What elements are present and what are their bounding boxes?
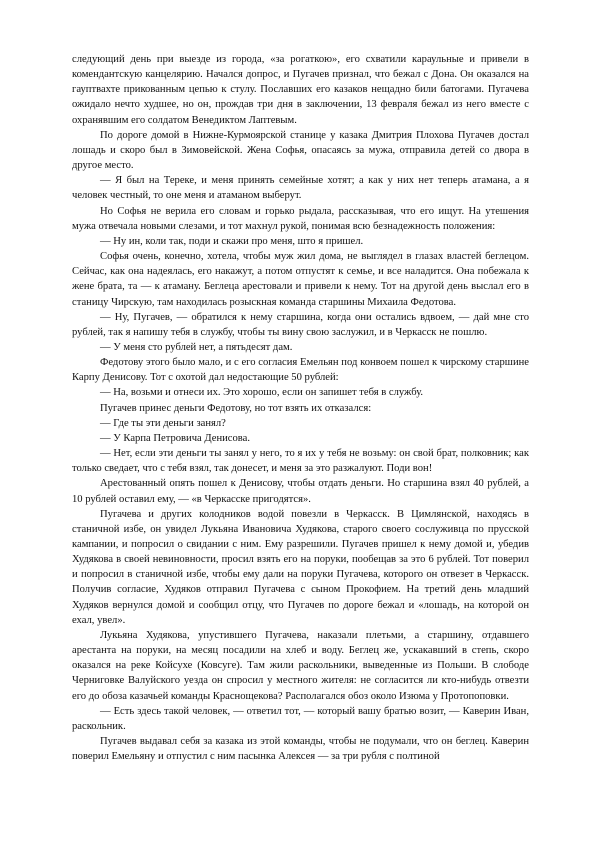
paragraph: — У меня сто рублей нет, а пятьдесят дам. (100, 341, 293, 353)
paragraph: Арестованный опять пошел к Денисову, чтобы отдать деньги. Но старшина взял 40 рублей, а 10 рублей оставил ему, — «в Черкасске пригодятся». (72, 478, 529, 505)
paragraph: — Ну ин, коли так, поди и скажи про меня, што я пришел. (100, 235, 364, 247)
paragraph: — Ну, Пугачев, — обратился к нему старшина, когда они остались вдвоем, — дай мне сто рублей, так я напишу тебя в службу, чтобы ты вину свою заслужил, и в Черкасск не пошлю. (72, 311, 529, 338)
paragraph: — Где ты эти деньги занял? (100, 417, 226, 429)
paragraph: Пугачев принес деньги Федотову, но тот взять их отказался: (100, 402, 372, 414)
paragraph: Пугачев выдавал себя за казака из этой команды, чтобы не подумали, что он беглец. Каверин поверил Емельяну и отпустил с ним пасынка Алексея — за три рубля с полтиной (72, 736, 529, 763)
paragraph: — У Карпа Петровича Денисова. (100, 432, 250, 444)
paragraph: — На, возьми и отнеси их. Это хорошо, если он запишет тебя в службу. (100, 387, 424, 399)
paragraph: — Я был на Тереке, и меня принять семейные хотят; а как у них нет теперь атамана, а я человек честный, то оне меня и атаманом выберут. (72, 175, 529, 202)
paragraph: Лукьяна Худякова, упустившего Пугачева, наказали плетьми, а старшину, отдавшего арестанта на поруки, на месяц посадили на хлеб и воду. Беглец же, ускакавший в степь, скоро оказался на реке Койсухе (Ковсуге). Там жили раскольники, выведенные из Польши. В слободе Черниговке Валуйского уезда он спросил у местного жителя: не согласится ли кто-нибудь отвезти его до обоза казачьей команды Краснощекова? Располагался обоз около Изюма у Протопоповки. (72, 629, 529, 702)
document-page (72, 52, 529, 764)
paragraph: Софья очень, конечно, хотела, чтобы муж жил дома, не выглядел в глазах властей беглецом. Сейчас, как она надеялась, его накажут, а потом отпустят к семье, и все наладится. Она побежала к жене брата, та — к атаману. Беглеца арестовали и привели к нему. Тот на другой день выслал его в станицу Чирскую, там находилась розыскная команда старшины Михаила Федотова. (72, 251, 529, 308)
paragraph: Но Софья не верила его словам и горько рыдала, рассказывая, что его ищут. На утешения мужа отвечала новыми слезами, и тот махнул рукой, понимая всю безнадежность положения: (72, 205, 529, 232)
paragraph: Пугачева и других колодников водой повезли в Черкасск. В Цимлянской, находясь в станичной избе, он увидел Лукьяна Ивановича Худякова, старого своего сослуживца по прусской кампании, и попросил о свидании с ним. Ему разрешили. Пугачев пришел к нему домой и, убедив Худякова в своей невиновности, просил взять его на поруки, пообещав за это 6 рублей. Тот поверил и попросил в станичной избе, чтобы ему дали на поруки Пугачева, которого он отвезет в Черкасск. Получив согласие, Худяков отправил Пугачева с сыном Прокофием. На третий день младший Худяков вернулся домой и сообщил отцу, что Пугачев по дороге бежал и «лошадь, на которой он ехал, увел». (72, 508, 529, 626)
paragraph: Федотову этого было мало, и с его согласия Емельян под конвоем пошел к чирскому старшине Карпу Денисову. Тот с охотой дал недостающие 50 рублей: (72, 357, 529, 384)
paragraph: — Есть здесь такой человек, — ответил тот, — который вашу братью возит, — Каверин Иван, раскольник. (72, 705, 529, 732)
paragraph: По дороге домой в Нижне-Курмоярской станице у казака Дмитрия Плохова Пугачев достал лошадь и скоро был в Зимовейской. Жена Софья, опасаясь за мужа, отправила детей со двора в другое место. (72, 129, 529, 172)
paragraph: — Нет, если эти деньги ты занял у него, то я их у тебя не возьму: он свой брат, полковник; как только сведает, что с тебя взял, так донесет, и меня за это разжалуют. Поди вон! (72, 448, 529, 475)
paragraph: следующий день при выезде из города, «за рогаткою», его схватили караульные и привели в комендантскую канцелярию. Начался допрос, и Пугачев признал, что бежал с Дона. Он оказался на гауптвахте прикованным цепью к стулу. Пославших его казаков нещадно били батогами. Пугачева ожидало нечто худшее, но он, прождав три дня в заключении, 13 февраля бежал из него вместе с охранявшим его солдатом Венедиктом Лаптевым. (72, 54, 529, 126)
